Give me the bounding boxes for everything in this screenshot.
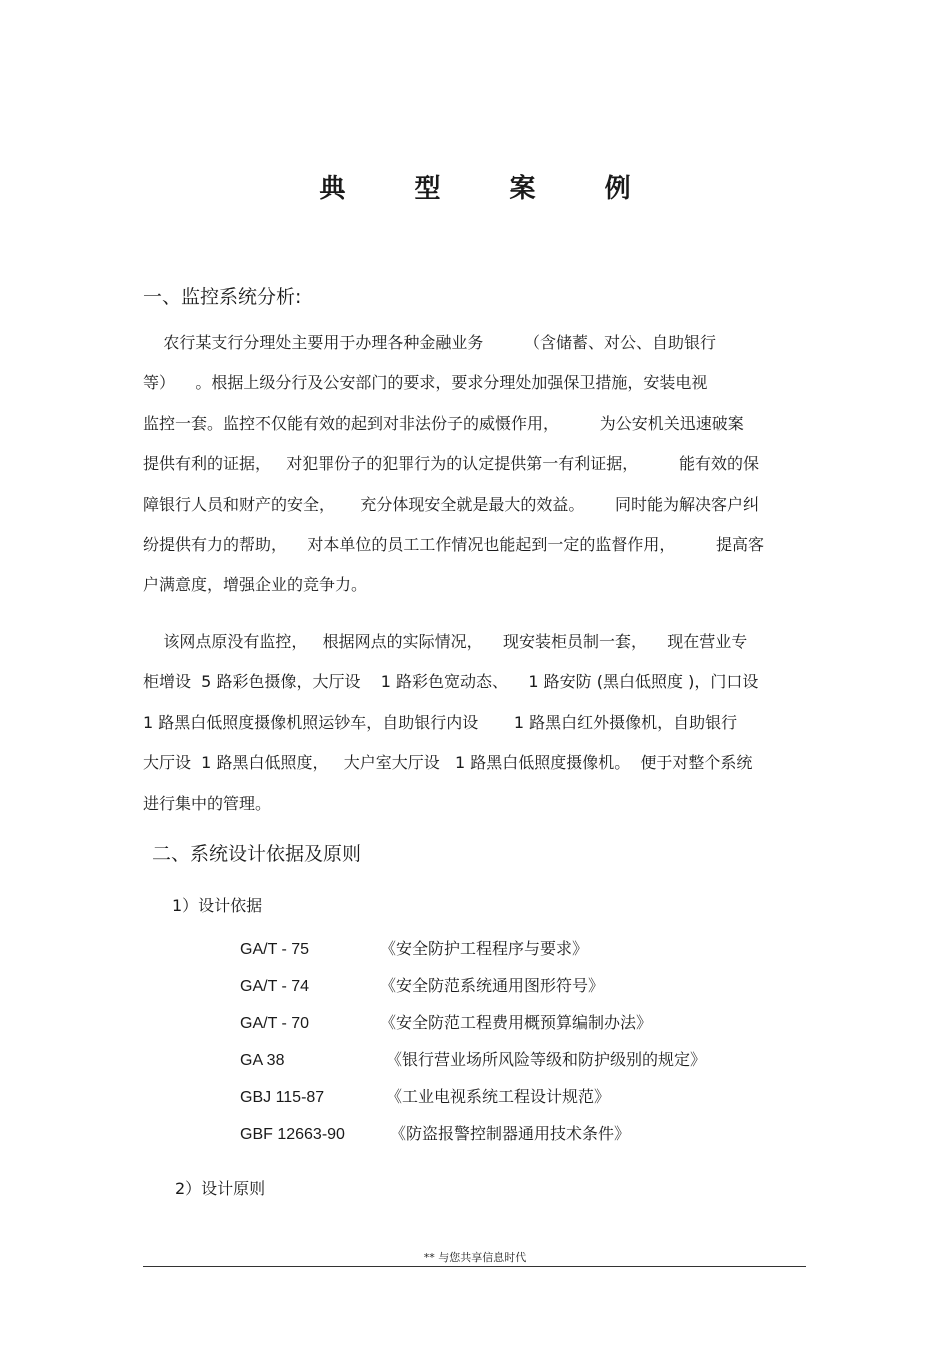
reference-code: GA/T - 70	[240, 1015, 310, 1032]
reference-item	[240, 1078, 706, 1115]
paragraph-line: 进行集中的管理。	[143, 793, 272, 813]
reference-list	[240, 930, 706, 1152]
page-footer: ** 与您共享信息时代	[423, 1251, 527, 1264]
reference-name: 《工业电视系统工程设计规范》	[386, 1087, 611, 1106]
reference-code: GBF 12663-90	[240, 1126, 345, 1143]
footer-divider	[143, 1266, 806, 1267]
reference-name: 《防盗报警控制器通用技术条件》	[390, 1124, 631, 1143]
paragraph-line: 农行某支行分理处主要用于办理各种金融业务 （含储蓄、对公、自助银行	[143, 333, 717, 352]
paragraph-line: 提供有利的证据， 对犯罪份子的犯罪行为的认定提供第一有利证据， 能有效的保	[143, 454, 759, 474]
paragraph-line: 等） 。根据上级分行及公安部门的要求，要求分理处加强保卫措施，安装电视	[143, 373, 708, 393]
reference-code: GA 38	[240, 1052, 285, 1069]
section-1-heading: 一、监控系统分析:	[143, 286, 302, 308]
paragraph-line: 柜增设 5 路彩色摄像，大厅设 1 路彩色宽动态、 1 路安防 (黑白低照度 )，门口设	[143, 672, 759, 692]
reference-code: GA/T - 74	[240, 978, 310, 995]
reference-item	[240, 967, 706, 1004]
paragraph-line: 障银行人员和财产的安全， 充分体现安全就是最大的效益。 同时能为解决客户纠	[143, 494, 759, 514]
reference-item	[240, 1041, 706, 1078]
reference-item	[240, 930, 706, 967]
paragraph-line: 大厅设 1 路黑白低照度， 大户室大厅设 1 路黑白低照度摄像机。 便于对整个系统	[143, 753, 753, 773]
paragraph-line: 监控一套。监控不仅能有效的起到对非法份子的威慑作用， 为公安机关迅速破案	[143, 413, 744, 433]
reference-code: GA/T - 75	[240, 941, 310, 958]
design-principles-subheading: 2）设计原则	[175, 1179, 266, 1198]
section-1-paragraph-1	[143, 323, 803, 606]
paragraph-line: 户满意度，增强企业的竞争力。	[143, 575, 368, 595]
design-basis-subheading: 1）设计依据	[172, 896, 263, 915]
page-title: 典 型 案 例	[319, 174, 661, 204]
reference-code: GBJ 115-87	[240, 1089, 325, 1106]
reference-item	[240, 1004, 706, 1041]
paragraph-line: 1 路黑白低照度摄像机照运钞车，自助银行内设 1 路黑白红外摄像机，自助银行	[143, 712, 738, 732]
reference-name: 《银行营业场所风险等级和防护级别的规定》	[386, 1050, 707, 1069]
paragraph-line: 该网点原没有监控， 根据网点的实际情况， 现安装柜员制一套， 现在营业专	[143, 632, 748, 651]
paragraph-line: 纷提供有力的帮助， 对本单位的员工工作情况也能起到一定的监督作用， 提高客	[143, 534, 765, 554]
reference-name: 《安全防范工程费用概预算编制办法》	[380, 1013, 653, 1032]
reference-item	[240, 1115, 706, 1152]
reference-name: 《安全防范系统通用图形符号》	[380, 976, 605, 995]
section-2-heading: 二、系统设计依据及原则	[152, 843, 362, 865]
reference-name: 《安全防护工程程序与要求》	[380, 939, 589, 958]
section-1-paragraph-2	[143, 622, 803, 824]
